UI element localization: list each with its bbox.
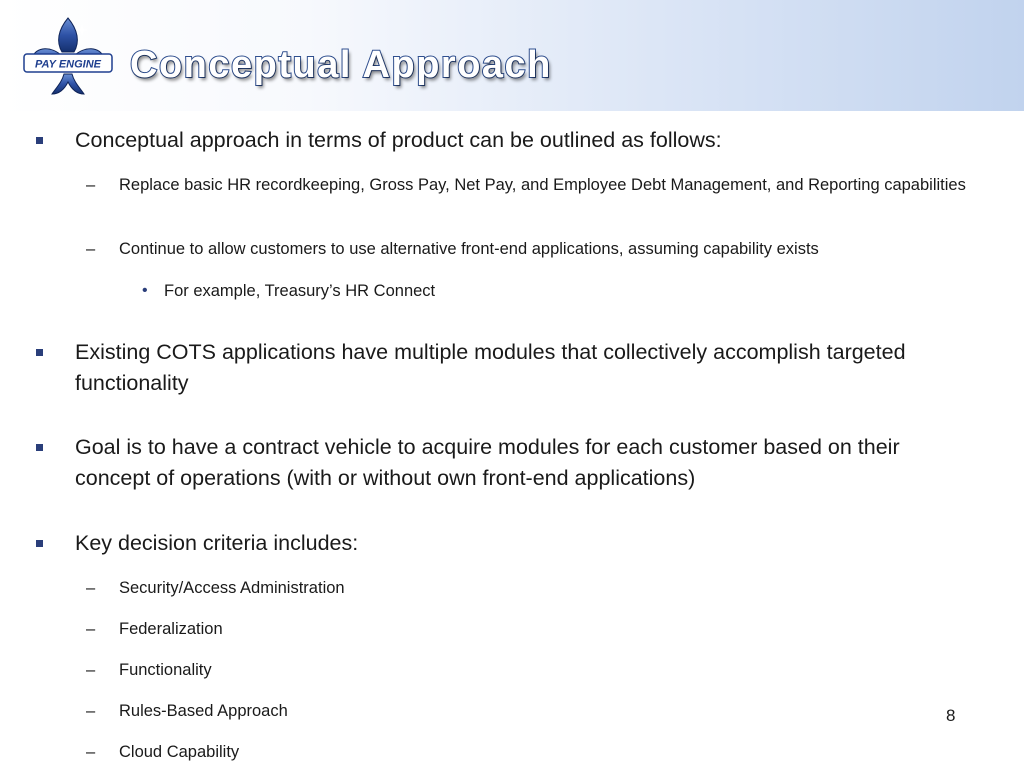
page-number: 8 <box>946 706 956 725</box>
bullet-text: Existing COTS applications have multiple modules that collectively accomplish targeted functionality <box>75 340 906 395</box>
dash-bullet-icon: – <box>86 702 96 720</box>
bullet-item <box>75 432 975 494</box>
dash-bullet-icon: – <box>86 743 96 761</box>
sub-bullet-item <box>86 699 979 723</box>
sub-bullet-item <box>86 617 979 641</box>
dot-bullet-icon: • <box>142 282 148 299</box>
sub-bullet-text: Security/Access Administration <box>119 579 345 597</box>
square-bullet-icon <box>36 444 43 451</box>
bullet-text: Conceptual approach in terms of product can be outlined as follows: <box>75 128 722 152</box>
sub-sub-bullet-text: For example, Treasury’s HR Connect <box>164 282 436 300</box>
dash-bullet-icon: – <box>86 176 96 194</box>
bullet-item <box>75 337 975 399</box>
sub-bullet-text: Federalization <box>119 620 223 638</box>
sub-sub-bullet-item <box>142 279 964 303</box>
sub-bullet-item <box>86 173 979 197</box>
sub-bullet-item <box>86 576 979 600</box>
sub-bullet-text: Replace basic HR recordkeeping, Gross Pay, Net Pay, and Employee Debt Management, and Reporting capabilities <box>119 176 966 194</box>
dash-bullet-icon: – <box>86 579 96 597</box>
sub-bullet-text: Continue to allow customers to use alternative front-end applications, assuming capability exists <box>119 240 819 258</box>
logo-text: PAY ENGINE <box>34 58 102 71</box>
square-bullet-icon <box>36 349 43 356</box>
bullet-item <box>75 528 975 559</box>
sub-bullet-text: Cloud Capability <box>119 743 240 761</box>
dash-bullet-icon: – <box>86 240 96 258</box>
sub-bullet-text: Functionality <box>119 661 212 679</box>
bullet-text: Key decision criteria includes: <box>75 531 359 555</box>
bullet-text: Goal is to have a contract vehicle to acquire modules for each customer based on their concept of operations (with or without own front-end applications) <box>75 435 900 490</box>
dash-bullet-icon: – <box>86 661 96 679</box>
bullet-item <box>75 125 975 156</box>
square-bullet-icon <box>36 137 43 144</box>
sub-bullet-item <box>86 658 979 682</box>
square-bullet-icon <box>36 540 43 547</box>
dash-bullet-icon: – <box>86 620 96 638</box>
slide-title: Conceptual Approach <box>130 44 552 86</box>
sub-bullet-item <box>86 237 979 261</box>
sub-bullet-item <box>86 740 979 764</box>
sub-bullet-text: Rules-Based Approach <box>119 702 288 720</box>
